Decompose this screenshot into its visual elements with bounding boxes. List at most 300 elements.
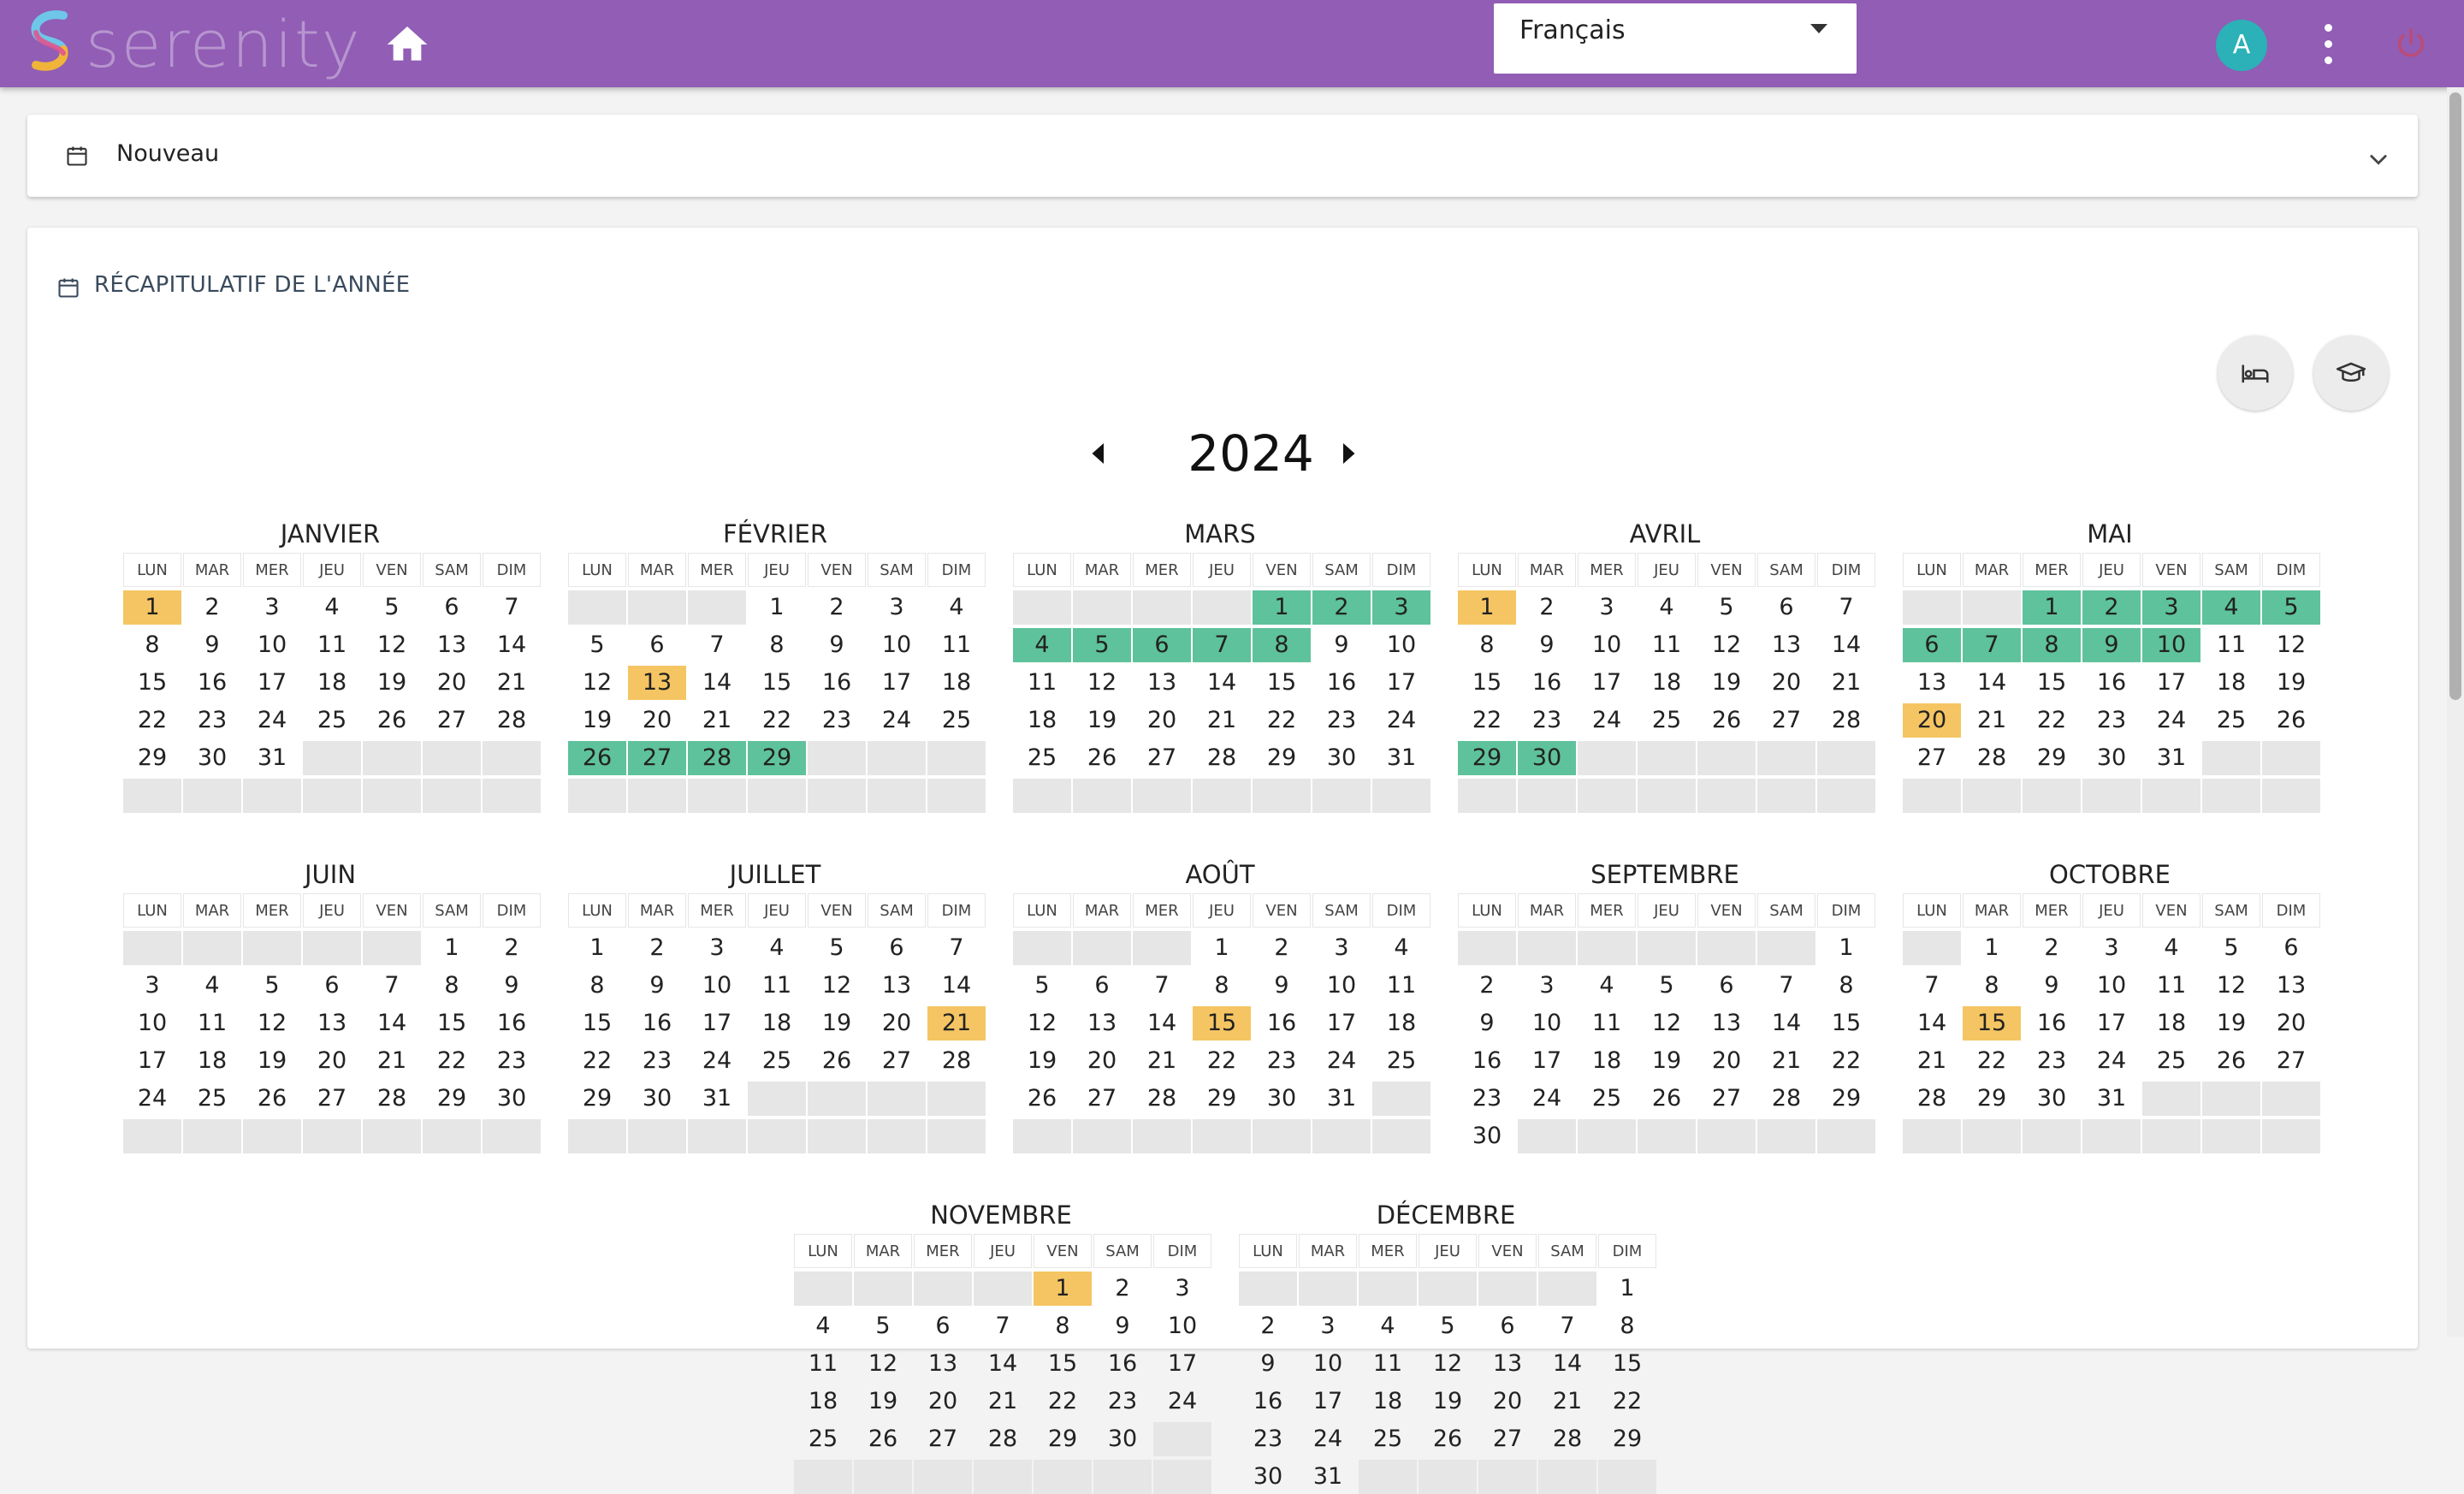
day-cell[interactable]: 14 [1916,1010,1947,1036]
day-cell[interactable]: 22 [1976,1047,2007,1074]
day-cell[interactable]: 2 [1312,590,1371,625]
day-cell[interactable]: 24 [137,1085,168,1112]
day-cell[interactable]: 8 [1479,631,1495,658]
day-cell[interactable]: 10 [2096,972,2127,999]
day-cell[interactable]: 22 [436,1047,467,1074]
day-cell[interactable]: 1 [1214,934,1229,961]
day-cell[interactable]: 23 [2096,707,2127,733]
day-cell[interactable]: 23 [2036,1047,2067,1074]
day-cell[interactable]: 27 [1087,1085,1117,1112]
day-cell[interactable]: 7 [1779,972,1794,999]
day-cell[interactable]: 18 [1591,1047,1622,1074]
day-cell[interactable]: 24 [702,1047,732,1074]
day-cell[interactable]: 12 [582,669,613,696]
day-cell[interactable]: 30 [1107,1426,1138,1452]
day-cell[interactable]: 17 [702,1010,732,1036]
day-cell[interactable]: 19 [1027,1047,1057,1074]
day-cell[interactable]: 26 [821,1047,852,1074]
day-cell[interactable]: 20 [2276,1010,2307,1036]
day-cell[interactable]: 9 [1334,631,1349,658]
day-cell[interactable]: 15 [1472,669,1502,696]
day-cell[interactable]: 1 [1253,590,1311,625]
day-cell[interactable]: 5 [589,631,605,658]
sick-leave-filter-button[interactable] [2218,335,2293,411]
day-cell[interactable]: 4 [949,594,964,620]
day-cell[interactable]: 24 [257,707,287,733]
day-cell[interactable]: 13 [1916,669,1947,696]
day-cell[interactable]: 29 [1458,741,1516,775]
day-cell[interactable]: 21 [987,1388,1018,1414]
day-cell[interactable]: 17 [1531,1047,1562,1074]
day-cell[interactable]: 27 [1492,1426,1523,1452]
day-cell[interactable]: 3 [1599,594,1614,620]
day-cell[interactable]: 22 [761,707,792,733]
day-cell[interactable]: 14 [1976,669,2007,696]
day-cell[interactable]: 28 [1206,744,1237,771]
day-cell[interactable]: 2 [1115,1275,1130,1301]
day-cell[interactable]: 7 [1839,594,1854,620]
day-cell[interactable]: 14 [941,972,972,999]
day-cell[interactable]: 30 [197,744,228,771]
day-cell[interactable]: 14 [1771,1010,1802,1036]
day-cell[interactable]: 28 [688,741,746,775]
day-cell[interactable]: 11 [1386,972,1417,999]
day-cell[interactable]: 9 [1274,972,1289,999]
day-cell[interactable]: 25 [317,707,347,733]
day-cell[interactable]: 10 [1326,972,1357,999]
day-cell[interactable]: 7 [1154,972,1170,999]
day-cell[interactable]: 30 [1518,741,1576,775]
day-cell[interactable]: 12 [821,972,852,999]
day-cell[interactable]: 12 [868,1350,898,1377]
day-cell[interactable]: 9 [2082,628,2141,662]
day-cell[interactable]: 27 [927,1426,958,1452]
day-cell[interactable]: 25 [1651,707,1682,733]
day-cell[interactable]: 23 [1107,1388,1138,1414]
day-cell[interactable]: 19 [582,707,613,733]
day-cell[interactable]: 3 [1175,1275,1190,1301]
day-cell[interactable]: 10 [1531,1010,1562,1036]
day-cell[interactable]: 13 [436,631,467,658]
day-cell[interactable]: 6 [444,594,459,620]
day-cell[interactable]: 18 [317,669,347,696]
day-cell[interactable]: 9 [504,972,519,999]
day-cell[interactable]: 9 [1115,1313,1130,1339]
day-cell[interactable]: 5 [829,934,844,961]
day-cell[interactable]: 2 [1274,934,1289,961]
day-cell[interactable]: 6 [1500,1313,1515,1339]
day-cell[interactable]: 3 [2142,590,2200,625]
day-cell[interactable]: 24 [1326,1047,1357,1074]
day-cell[interactable]: 19 [1651,1047,1682,1074]
day-cell[interactable]: 16 [1326,669,1357,696]
day-cell[interactable]: 5 [264,972,280,999]
day-cell[interactable]: 1 [1034,1272,1092,1306]
day-cell[interactable]: 15 [137,669,168,696]
day-cell[interactable]: 11 [2216,631,2247,658]
day-cell[interactable]: 20 [1771,669,1802,696]
day-cell[interactable]: 2 [829,594,844,620]
day-cell[interactable]: 30 [2036,1085,2067,1112]
day-cell[interactable]: 13 [2276,972,2307,999]
more-menu-button[interactable] [2315,24,2341,70]
day-cell[interactable]: 14 [1206,669,1237,696]
day-cell[interactable]: 29 [436,1085,467,1112]
day-cell[interactable]: 12 [1711,631,1742,658]
day-cell[interactable]: 6 [324,972,340,999]
day-cell[interactable]: 4 [815,1313,831,1339]
day-cell[interactable]: 3 [1334,934,1349,961]
day-cell[interactable]: 10 [1591,631,1622,658]
day-cell[interactable]: 3 [1320,1313,1336,1339]
day-cell[interactable]: 23 [1253,1426,1283,1452]
day-cell[interactable]: 4 [1013,628,1071,662]
day-cell[interactable]: 21 [376,1047,407,1074]
day-cell[interactable]: 11 [941,631,972,658]
day-cell[interactable]: 13 [927,1350,958,1377]
day-cell[interactable]: 25 [2216,707,2247,733]
day-cell[interactable]: 20 [1146,707,1177,733]
day-cell[interactable]: 3 [264,594,280,620]
day-cell[interactable]: 22 [1047,1388,1078,1414]
day-cell[interactable]: 16 [197,669,228,696]
day-cell[interactable]: 24 [2096,1047,2127,1074]
day-cell[interactable]: 22 [582,1047,613,1074]
day-cell[interactable]: 29 [137,744,168,771]
home-button[interactable] [383,21,431,68]
day-cell[interactable]: 28 [1771,1085,1802,1112]
day-cell[interactable]: 26 [1711,707,1742,733]
day-cell[interactable]: 27 [1711,1085,1742,1112]
day-cell[interactable]: 25 [197,1085,228,1112]
page-scrollbar-thumb[interactable] [2449,92,2461,700]
nouveau-expansion-panel[interactable] [27,115,2418,197]
day-cell[interactable]: 23 [496,1047,527,1074]
day-cell[interactable]: 29 [2036,744,2067,771]
day-cell[interactable]: 4 [2202,590,2260,625]
day-cell[interactable]: 18 [761,1010,792,1036]
day-cell[interactable]: 18 [1027,707,1057,733]
day-cell[interactable]: 21 [496,669,527,696]
day-cell[interactable]: 27 [1771,707,1802,733]
day-cell[interactable]: 21 [927,1006,986,1040]
day-cell[interactable]: 7 [1193,628,1251,662]
day-cell[interactable]: 18 [808,1388,838,1414]
day-cell[interactable]: 1 [123,590,181,625]
user-avatar[interactable]: A [2216,20,2267,71]
day-cell[interactable]: 8 [1839,972,1854,999]
day-cell[interactable]: 17 [1326,1010,1357,1036]
day-cell[interactable]: 16 [1472,1047,1502,1074]
day-cell[interactable]: 1 [2023,590,2081,625]
day-cell[interactable]: 25 [941,707,972,733]
day-cell[interactable]: 5 [1073,628,1131,662]
day-cell[interactable]: 23 [642,1047,672,1074]
day-cell[interactable]: 12 [2276,631,2307,658]
day-cell[interactable]: 10 [1386,631,1417,658]
day-cell[interactable]: 16 [1531,669,1562,696]
day-cell[interactable]: 3 [889,594,904,620]
day-cell[interactable]: 11 [1027,669,1057,696]
day-cell[interactable]: 29 [748,741,806,775]
day-cell[interactable]: 30 [496,1085,527,1112]
day-cell[interactable]: 4 [1380,1313,1395,1339]
day-cell[interactable]: 30 [1266,1085,1297,1112]
day-cell[interactable]: 25 [1386,1047,1417,1074]
day-cell[interactable]: 18 [1386,1010,1417,1036]
day-cell[interactable]: 28 [1831,707,1862,733]
day-cell[interactable]: 19 [257,1047,287,1074]
day-cell[interactable]: 18 [197,1047,228,1074]
day-cell[interactable]: 17 [1312,1388,1343,1414]
day-cell[interactable]: 5 [1440,1313,1455,1339]
day-cell[interactable]: 15 [1612,1350,1643,1377]
day-cell[interactable]: 14 [496,631,527,658]
day-cell[interactable]: 9 [1260,1350,1276,1377]
day-cell[interactable]: 4 [1394,934,1409,961]
day-cell[interactable]: 8 [1984,972,1999,999]
day-cell[interactable]: 25 [1591,1085,1622,1112]
day-cell[interactable]: 19 [2276,669,2307,696]
day-cell[interactable]: 27 [436,707,467,733]
day-cell[interactable]: 28 [376,1085,407,1112]
day-cell[interactable]: 25 [2156,1047,2187,1074]
day-cell[interactable]: 3 [2104,934,2119,961]
day-cell[interactable]: 8 [1253,628,1311,662]
day-cell[interactable]: 6 [1133,628,1191,662]
day-cell[interactable]: 26 [1087,744,1117,771]
day-cell[interactable]: 7 [1560,1313,1575,1339]
day-cell[interactable]: 29 [1612,1426,1643,1452]
day-cell[interactable]: 13 [1771,631,1802,658]
day-cell[interactable]: 21 [1146,1047,1177,1074]
day-cell[interactable]: 24 [2156,707,2187,733]
day-cell[interactable]: 24 [1312,1426,1343,1452]
day-cell[interactable]: 21 [1552,1388,1583,1414]
day-cell[interactable]: 10 [257,631,287,658]
day-cell[interactable]: 20 [642,707,672,733]
day-cell[interactable]: 26 [376,707,407,733]
day-cell[interactable]: 30 [642,1085,672,1112]
day-cell[interactable]: 20 [1087,1047,1117,1074]
previous-year-button[interactable] [1083,438,1114,469]
day-cell[interactable]: 18 [1372,1388,1403,1414]
language-select[interactable] [1494,3,1857,74]
day-cell[interactable]: 16 [2036,1010,2067,1036]
day-cell[interactable]: 8 [145,631,160,658]
logout-button[interactable] [2394,26,2428,60]
next-year-button[interactable] [1333,438,1364,469]
day-cell[interactable]: 20 [317,1047,347,1074]
day-cell[interactable]: 14 [987,1350,1018,1377]
day-cell[interactable]: 5 [2224,934,2239,961]
day-cell[interactable]: 19 [1711,669,1742,696]
day-cell[interactable]: 28 [1976,744,2007,771]
day-cell[interactable]: 5 [384,594,400,620]
day-cell[interactable]: 17 [257,669,287,696]
day-cell[interactable]: 23 [197,707,228,733]
day-cell[interactable]: 12 [1027,1010,1057,1036]
day-cell[interactable]: 12 [1087,669,1117,696]
day-cell[interactable]: 16 [1253,1388,1283,1414]
day-cell[interactable]: 11 [197,1010,228,1036]
day-cell[interactable]: 9 [829,631,844,658]
day-cell[interactable]: 15 [582,1010,613,1036]
day-cell[interactable]: 21 [1916,1047,1947,1074]
day-cell[interactable]: 16 [1266,1010,1297,1036]
day-cell[interactable]: 28 [496,707,527,733]
day-cell[interactable]: 20 [1492,1388,1523,1414]
day-cell[interactable]: 14 [1146,1010,1177,1036]
day-cell[interactable]: 2 [1479,972,1495,999]
training-filter-button[interactable] [2313,335,2389,411]
day-cell[interactable]: 30 [1326,744,1357,771]
day-cell[interactable]: 22 [1612,1388,1643,1414]
day-cell[interactable]: 28 [1552,1426,1583,1452]
day-cell[interactable]: 30 [1472,1123,1502,1149]
day-cell[interactable]: 15 [2036,669,2067,696]
day-cell[interactable]: 25 [808,1426,838,1452]
day-cell[interactable]: 19 [376,669,407,696]
day-cell[interactable]: 17 [1591,669,1622,696]
day-cell[interactable]: 11 [317,631,347,658]
day-cell[interactable]: 26 [1027,1085,1057,1112]
day-cell[interactable]: 2 [1539,594,1555,620]
day-cell[interactable]: 12 [257,1010,287,1036]
day-cell[interactable]: 27 [2276,1047,2307,1074]
day-cell[interactable]: 13 [1492,1350,1523,1377]
day-cell[interactable]: 22 [1472,707,1502,733]
day-cell[interactable]: 12 [1651,1010,1682,1036]
day-cell[interactable]: 17 [1386,669,1417,696]
day-cell[interactable]: 6 [889,934,904,961]
day-cell[interactable]: 3 [1539,972,1555,999]
day-cell[interactable]: 14 [376,1010,407,1036]
day-cell[interactable]: 19 [868,1388,898,1414]
day-cell[interactable]: 4 [1599,972,1614,999]
app-logo[interactable] [26,6,362,82]
day-cell[interactable]: 6 [1903,628,1961,662]
day-cell[interactable]: 23 [821,707,852,733]
day-cell[interactable]: 17 [2156,669,2187,696]
day-cell[interactable]: 21 [1976,707,2007,733]
day-cell[interactable]: 20 [881,1010,912,1036]
day-cell[interactable]: 5 [1719,594,1734,620]
day-cell[interactable]: 15 [761,669,792,696]
day-cell[interactable]: 11 [761,972,792,999]
day-cell[interactable]: 1 [1620,1275,1635,1301]
day-cell[interactable]: 13 [317,1010,347,1036]
day-cell[interactable]: 22 [1831,1047,1862,1074]
day-cell[interactable]: 21 [1206,707,1237,733]
day-cell[interactable]: 20 [927,1388,958,1414]
day-cell[interactable]: 13 [1711,1010,1742,1036]
day-cell[interactable]: 23 [1266,1047,1297,1074]
day-cell[interactable]: 31 [2156,744,2187,771]
day-cell[interactable]: 6 [1094,972,1110,999]
day-cell[interactable]: 17 [137,1047,168,1074]
day-cell[interactable]: 25 [761,1047,792,1074]
day-cell[interactable]: 2 [204,594,220,620]
day-cell[interactable]: 16 [821,669,852,696]
day-cell[interactable]: 11 [1372,1350,1403,1377]
day-cell[interactable]: 11 [1591,1010,1622,1036]
day-cell[interactable]: 6 [1779,594,1794,620]
day-cell[interactable]: 4 [2164,934,2179,961]
day-cell[interactable]: 13 [628,666,686,700]
day-cell[interactable]: 31 [1312,1463,1343,1490]
day-cell[interactable]: 27 [881,1047,912,1074]
day-cell[interactable]: 10 [2142,628,2200,662]
day-cell[interactable]: 5 [1659,972,1674,999]
day-cell[interactable]: 13 [1087,1010,1117,1036]
day-cell[interactable]: 22 [137,707,168,733]
day-cell[interactable]: 28 [987,1426,1018,1452]
day-cell[interactable]: 23 [1326,707,1357,733]
day-cell[interactable]: 7 [949,934,964,961]
day-cell[interactable]: 1 [1984,934,1999,961]
day-cell[interactable]: 14 [1831,631,1862,658]
day-cell[interactable]: 5 [875,1313,891,1339]
day-cell[interactable]: 1 [589,934,605,961]
day-cell[interactable]: 14 [702,669,732,696]
day-cell[interactable]: 13 [1146,669,1177,696]
day-cell[interactable]: 1 [1458,590,1516,625]
day-cell[interactable]: 4 [324,594,340,620]
day-cell[interactable]: 20 [436,669,467,696]
day-cell[interactable]: 9 [2044,972,2059,999]
day-cell[interactable]: 1 [769,594,785,620]
day-cell[interactable]: 10 [1167,1313,1198,1339]
day-cell[interactable]: 26 [257,1085,287,1112]
day-cell[interactable]: 19 [821,1010,852,1036]
day-cell[interactable]: 6 [2283,934,2299,961]
day-cell[interactable]: 23 [1531,707,1562,733]
day-cell[interactable]: 24 [1167,1388,1198,1414]
day-cell[interactable]: 31 [1386,744,1417,771]
chevron-down-icon[interactable] [2366,147,2390,171]
day-cell[interactable]: 31 [1326,1085,1357,1112]
day-cell[interactable]: 10 [702,972,732,999]
day-cell[interactable]: 1 [444,934,459,961]
day-cell[interactable]: 18 [941,669,972,696]
day-cell[interactable]: 16 [2096,669,2127,696]
day-cell[interactable]: 9 [204,631,220,658]
day-cell[interactable]: 15 [1963,1006,2021,1040]
day-cell[interactable]: 27 [317,1085,347,1112]
day-cell[interactable]: 11 [2156,972,2187,999]
day-cell[interactable]: 4 [204,972,220,999]
day-cell[interactable]: 24 [1591,707,1622,733]
day-cell[interactable]: 22 [2036,707,2067,733]
day-cell[interactable]: 8 [589,972,605,999]
day-cell[interactable]: 10 [137,1010,168,1036]
day-cell[interactable]: 15 [1831,1010,1862,1036]
day-cell[interactable]: 27 [1916,744,1947,771]
day-cell[interactable]: 12 [2216,972,2247,999]
day-cell[interactable]: 24 [881,707,912,733]
day-cell[interactable]: 6 [1719,972,1734,999]
day-cell[interactable]: 15 [1193,1006,1251,1040]
day-cell[interactable]: 18 [2216,669,2247,696]
day-cell[interactable]: 3 [1372,590,1430,625]
day-cell[interactable]: 13 [881,972,912,999]
day-cell[interactable]: 28 [1146,1085,1177,1112]
day-cell[interactable]: 16 [496,1010,527,1036]
day-cell[interactable]: 26 [568,741,626,775]
day-cell[interactable]: 19 [2216,1010,2247,1036]
day-cell[interactable]: 28 [941,1047,972,1074]
